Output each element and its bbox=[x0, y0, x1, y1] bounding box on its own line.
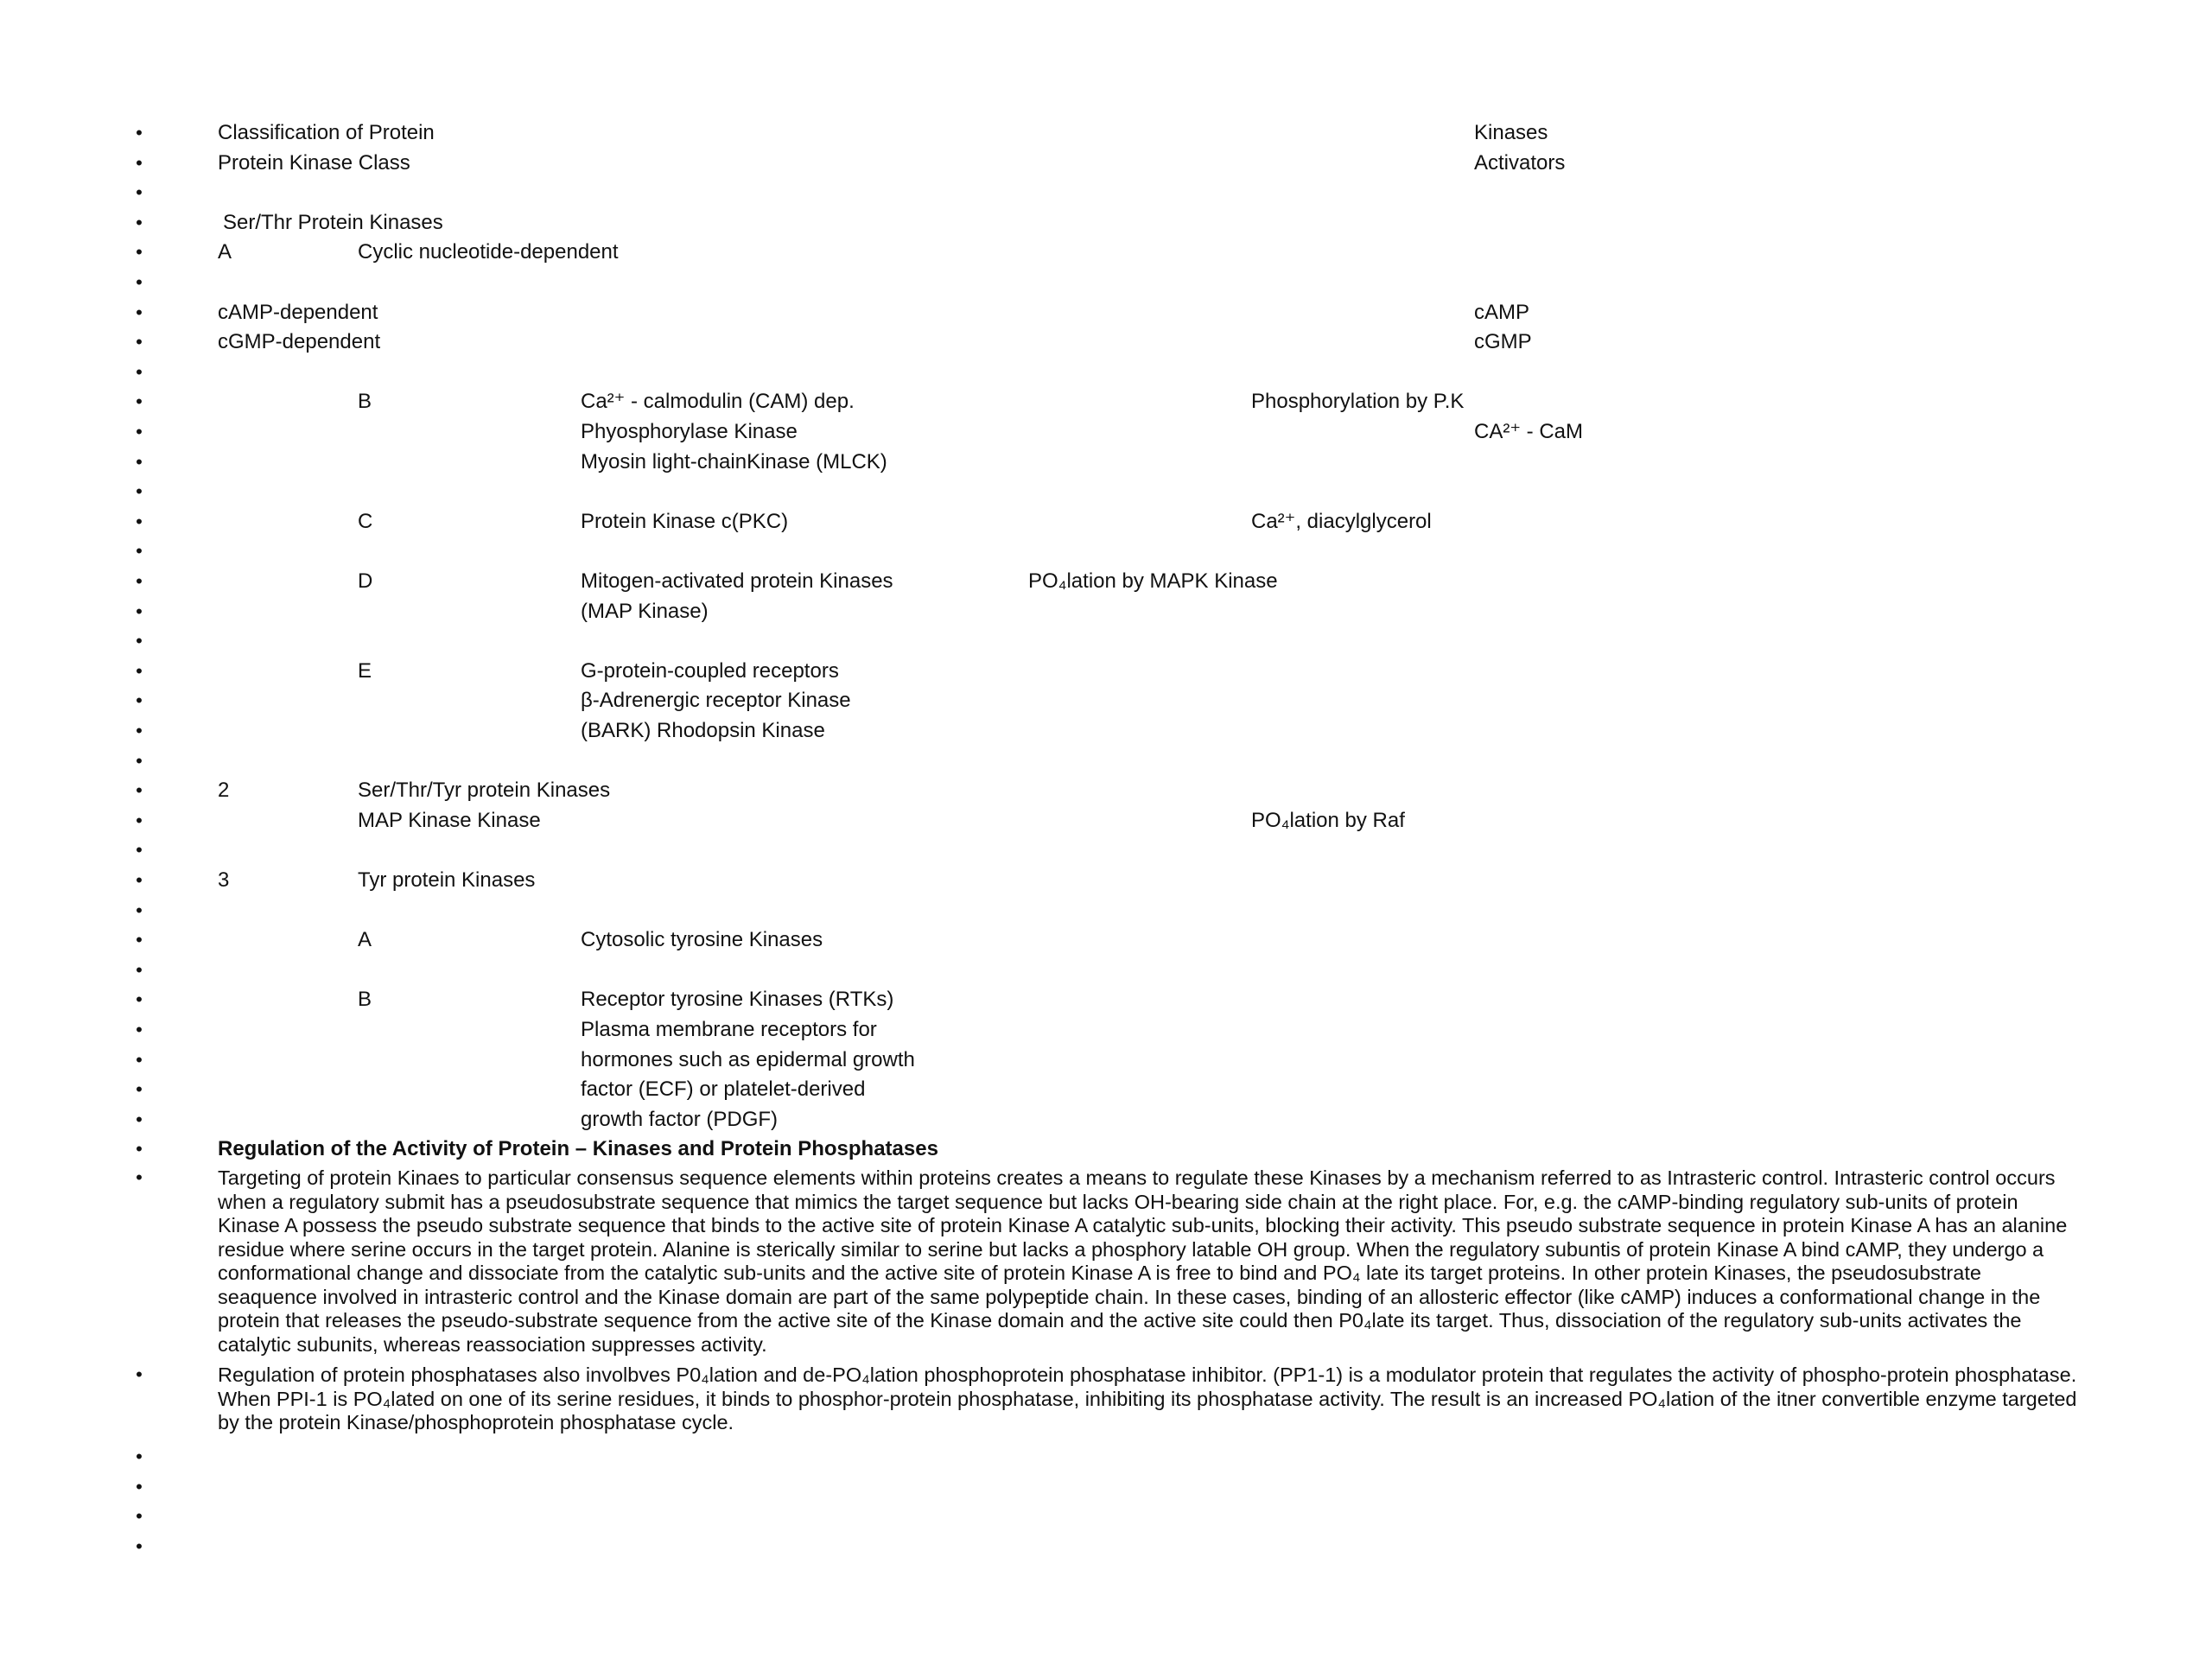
bullet-icon: • bbox=[136, 600, 143, 622]
row-cell-c2: B bbox=[358, 390, 372, 414]
bullet-icon: • bbox=[136, 1138, 143, 1160]
row-cell-c3: factor (ECF) or platelet-derived bbox=[581, 1077, 866, 1102]
list-row bbox=[0, 716, 2212, 746]
list-row bbox=[0, 747, 2212, 776]
row-cell-c6: cGMP bbox=[1474, 330, 1532, 354]
bullet-icon: • bbox=[136, 929, 143, 951]
row-cell-c3: Mitogen-activated protein Kinases bbox=[581, 569, 893, 593]
list-row bbox=[0, 776, 2212, 805]
bullet-icon: • bbox=[136, 1505, 143, 1528]
bullet-icon: • bbox=[136, 809, 143, 831]
body-paragraph: Regulation of protein phosphatases also involbves P0₄lation and de-PO₄lation phosphoprotein phosphatase inhibitor. (PP1-1) is a modulator protein that regulates the activity of phospho-protein phosphatase. When PPI-1 is PO₄lated on one of its serine residues, it binds to phosphor-protein phosphatase, inhibiting its phosphatase activity. The result is an increased PO₄lation of the itner convertible enzyme targeted by the protein Kinase/phosphoprotein phosphatase cycle. bbox=[218, 1363, 2077, 1433]
bullet-icon: • bbox=[136, 1078, 143, 1101]
body-paragraph: Targeting of protein Kinaes to particular consensus sequence elements within proteins creates a means to regulate these Kinases by a mechanism referred to as Intrasteric control. Intrasteric control occurs when a regulatory submit has a pseudosubstrate sequence that mimics the target sequence but lacks OH-bearing side chain at the right place. For, e.g. the cAMP-binding regulatory sub-units of protein Kinase A possess the pseudo substrate sequence that binds to the active site of protein Kinase A catalytic sub-units, blocking their activity. This pseudo substrate sequence in protein Kinase A has an alanine residue where serine occurs in the target protein. Alanine is sterically similar to serine but lacks a phosphory latable OH group. When the regulatory subuntis of protein Kinase A bind cAMP, they undergo a conformational change and dissociate from the catalytic sub-units and the active site of protein Kinase A is free to bind and PO₄ late its target proteins. In other protein Kinases, the pseudosubstrate seaquence involved in intrasteric control and the Kinase domain are part of the same polypeptide chain. In these cases, binding of an allosteric effector (like cAMP) induces a conformational change in the protein that releases the pseudo-substrate sequence from the active site of the Kinase domain and the active site could then P0₄late its target. Thus, dissociation of the regulatory sub-units activates the catalytic subunits, whereas reassociation suppresses activity. bbox=[218, 1166, 2068, 1356]
row-cell-c3: hormones such as epidermal growth bbox=[581, 1047, 915, 1071]
bullet-icon: • bbox=[136, 510, 143, 532]
list-row bbox=[0, 896, 2212, 925]
bullet-icon: • bbox=[136, 690, 143, 712]
list-row bbox=[0, 567, 2212, 596]
bullet-icon: • bbox=[136, 271, 143, 293]
list-row bbox=[0, 298, 2212, 327]
bullet-icon: • bbox=[136, 630, 143, 652]
row-cell-c2: Cyclic nucleotide-dependent bbox=[358, 240, 619, 264]
bullet-icon: • bbox=[136, 211, 143, 233]
bullet-icon: • bbox=[136, 151, 143, 174]
list-row bbox=[0, 956, 2212, 985]
bullet-icon: • bbox=[136, 1108, 143, 1130]
list-row bbox=[0, 448, 2212, 477]
bullet-icon: • bbox=[136, 899, 143, 921]
bullet-icon: • bbox=[136, 839, 143, 861]
row-cell-c6: cAMP bbox=[1474, 300, 1530, 324]
row-cell-c2: Ser/Thr/Tyr protein Kinases bbox=[358, 779, 611, 803]
bullet-icon: • bbox=[136, 570, 143, 592]
row-cell-c3: (MAP Kinase) bbox=[581, 599, 709, 623]
bullet-icon: • bbox=[136, 988, 143, 1011]
row-cell-c1: A bbox=[218, 240, 232, 264]
list-row bbox=[0, 1135, 2212, 1164]
row-cell-c5: Phosphorylation by P.K bbox=[1251, 390, 1465, 414]
bullet-icon: • bbox=[136, 391, 143, 413]
bullet-icon: • bbox=[136, 749, 143, 772]
bullet-icon: • bbox=[136, 122, 143, 143]
row-cell-c6: CA²⁺ - CaM bbox=[1474, 420, 1583, 443]
bullet-icon: • bbox=[136, 181, 143, 204]
bullet-icon: • bbox=[136, 1446, 143, 1467]
list-row bbox=[0, 537, 2212, 566]
row-cell-c3: Ca²⁺ - calmodulin (CAM) dep. bbox=[581, 390, 855, 414]
row-cell-c1: cGMP-dependent bbox=[218, 330, 381, 354]
bullet-icon: • bbox=[136, 480, 143, 503]
list-row bbox=[0, 1046, 2212, 1075]
list-row bbox=[0, 387, 2212, 416]
row-cell-c1: Classification of Protein bbox=[218, 121, 435, 144]
row-cell-c2: A bbox=[358, 928, 372, 952]
list-row bbox=[0, 626, 2212, 656]
row-cell-c2: Tyr protein Kinases bbox=[358, 868, 536, 892]
list-row bbox=[0, 806, 2212, 836]
list-row bbox=[0, 1075, 2212, 1104]
bullet-icon: • bbox=[136, 360, 143, 383]
list-row bbox=[0, 985, 2212, 1014]
row-cell-c1: 2 bbox=[218, 779, 230, 803]
bullet-icon: • bbox=[136, 659, 143, 682]
bullet-icon: • bbox=[136, 720, 143, 741]
bullet-icon: • bbox=[136, 1019, 143, 1040]
bullet-icon: • bbox=[136, 540, 143, 563]
bullet-icon: • bbox=[136, 331, 143, 353]
bullet-icon: • bbox=[136, 1363, 143, 1385]
row-cell-c3: Myosin light-chainKinase (MLCK) bbox=[581, 449, 887, 474]
row-cell-c3: Phyosphorylase Kinase bbox=[581, 420, 798, 443]
row-cell-c3: Cytosolic tyrosine Kinases bbox=[581, 928, 823, 952]
bullet-icon: • bbox=[136, 450, 143, 473]
row-cell-c2: B bbox=[358, 988, 372, 1012]
bullet-icon: • bbox=[136, 1535, 143, 1557]
row-cell-c1: cAMP-dependent bbox=[218, 300, 378, 324]
list-row bbox=[0, 1105, 2212, 1135]
list-row bbox=[0, 178, 2212, 207]
bullet-icon: • bbox=[136, 1048, 143, 1071]
row-cell-c3: (BARK) Rhodopsin Kinase bbox=[581, 719, 825, 742]
bullet-icon: • bbox=[136, 869, 143, 891]
list-row bbox=[0, 1015, 2212, 1045]
list-row bbox=[0, 686, 2212, 715]
row-cell-c6: Kinases bbox=[1474, 121, 1548, 144]
list-row bbox=[0, 149, 2212, 178]
list-row bbox=[0, 358, 2212, 387]
list-row bbox=[0, 597, 2212, 626]
row-cell-c2: D bbox=[358, 569, 373, 593]
row-cell-c2: C bbox=[358, 509, 373, 533]
row-cell-c3: β-Adrenergic receptor Kinase bbox=[581, 689, 851, 713]
list-row bbox=[0, 417, 2212, 447]
list-row bbox=[0, 836, 2212, 865]
row-cell-c5: Ca²⁺, diacylglycerol bbox=[1251, 509, 1432, 533]
bullet-icon: • bbox=[136, 1475, 143, 1497]
list-row bbox=[0, 866, 2212, 895]
row-cell-c1b: Ser/Thr Protein Kinases bbox=[223, 210, 443, 234]
list-row bbox=[0, 238, 2212, 267]
row-cell-c3: Receptor tyrosine Kinases (RTKs) bbox=[581, 988, 894, 1012]
row-cell-c3: growth factor (PDGF) bbox=[581, 1107, 779, 1131]
list-row bbox=[0, 118, 2212, 148]
bullet-icon: • bbox=[136, 1166, 143, 1188]
bullet-icon: • bbox=[136, 958, 143, 981]
row-cell-c5: PO₄lation by Raf bbox=[1251, 808, 1405, 832]
bullet-icon: • bbox=[136, 301, 143, 323]
row-cell-c3: G-protein-coupled receptors bbox=[581, 658, 839, 683]
bullet-icon: • bbox=[136, 241, 143, 264]
bullet-icon: • bbox=[136, 779, 143, 802]
row-cell-c1: Protein Kinase Class bbox=[218, 150, 410, 175]
list-row bbox=[0, 507, 2212, 537]
list-row bbox=[0, 925, 2212, 955]
row-cell-c3: Plasma membrane receptors for bbox=[581, 1018, 877, 1041]
row-cell-c1: Regulation of the Activity of Protein – Kinases and Protein Phosphatases bbox=[218, 1137, 938, 1161]
row-cell-c2: MAP Kinase Kinase bbox=[358, 808, 541, 832]
row-cell-c2: E bbox=[358, 658, 372, 683]
row-cell-c3: Protein Kinase c(PKC) bbox=[581, 509, 789, 533]
row-cell-c1: 3 bbox=[218, 868, 230, 892]
bullet-icon: • bbox=[136, 421, 143, 442]
list-row bbox=[0, 268, 2212, 297]
list-row bbox=[0, 477, 2212, 506]
row-cell-c6: Activators bbox=[1474, 150, 1566, 175]
list-row bbox=[0, 327, 2212, 357]
row-cell-c4: PO₄lation by MAPK Kinase bbox=[1028, 569, 1278, 593]
list-row bbox=[0, 208, 2212, 238]
list-row bbox=[0, 657, 2212, 686]
